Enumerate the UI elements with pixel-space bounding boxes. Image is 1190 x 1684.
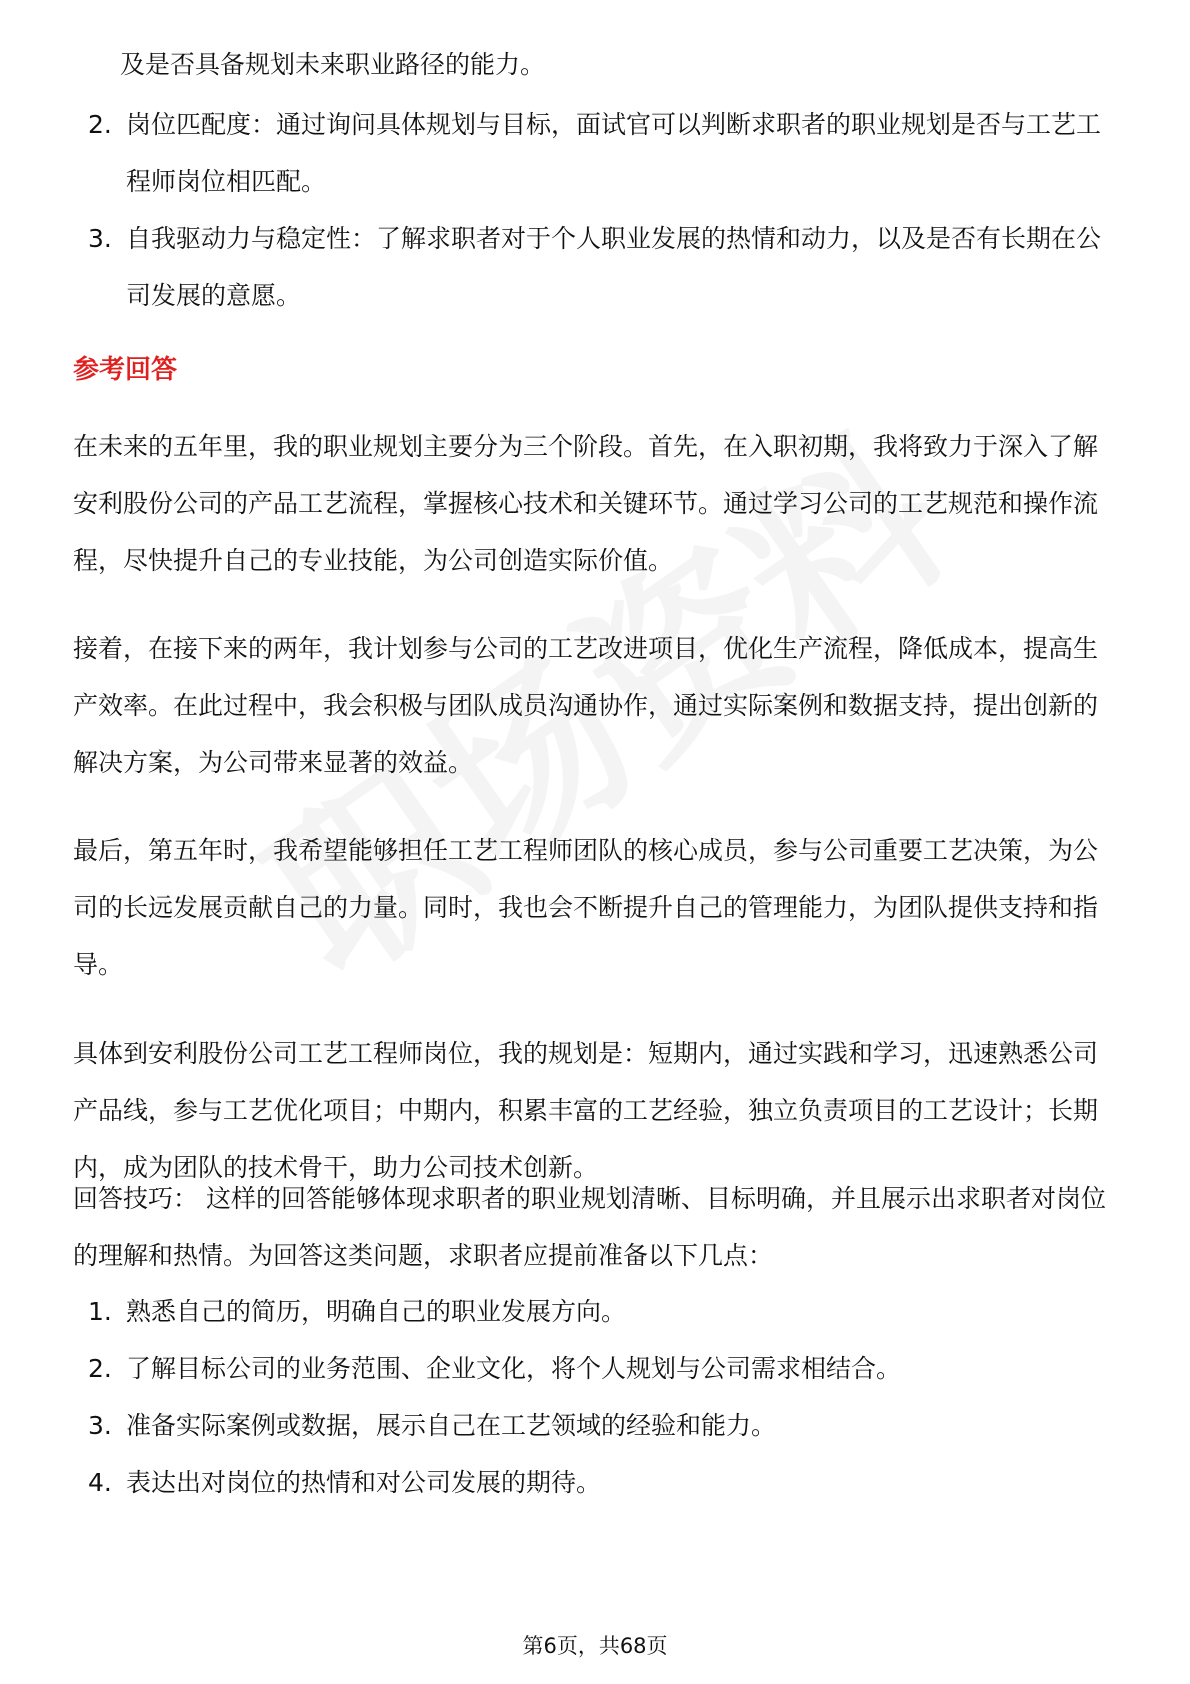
list-item-text: 准备实际案例或数据，展示自己在工艺领域的经验和能力。 xyxy=(126,1411,777,1440)
answer-tips-paragraph: 回答技巧： 这样的回答能够体现求职者的职业规划清晰、目标明确，并且展示出求职者对岗位的理解和热情。为回答这类问题，求职者应提前准备以下几点： xyxy=(73,1184,1106,1270)
preparation-list xyxy=(73,1283,1113,1511)
list-item-text: 了解目标公司的业务范围、企业文化，将个人规划与公司需求相结合。 xyxy=(126,1354,902,1383)
list-item xyxy=(73,1283,1113,1340)
continuation-text: 及是否具备规划未来职业路径的能力。 xyxy=(120,50,546,79)
list-item-number: 3. xyxy=(88,224,112,253)
list-item xyxy=(73,1340,1113,1397)
list-item-text: 自我驱动力与稳定性：了解求职者对于个人职业发展的热情和动力，以及是否有长期在公司发展的意愿。 xyxy=(126,224,1102,310)
paragraph: 最后，第五年时，我希望能够担任工艺工程师团队的核心成员，参与公司重要工艺决策，为公司的长远发展贡献自己的力量。同时，我也会不断提升自己的管理能力，为团队提供支持和指导。 xyxy=(73,836,1099,979)
list-item-number: 2. xyxy=(88,110,112,139)
paragraph: 接着，在接下来的两年，我计划参与公司的工艺改进项目，优化生产流程，降低成本，提高生产效率。在此过程中，我会积极与团队成员沟通协作，通过实际案例和数据支持，提出创新的解决方案，为公司带来显著的效益。 xyxy=(73,634,1099,777)
list-item-number: 4. xyxy=(88,1468,112,1497)
paragraph: 在未来的五年里，我的职业规划主要分为三个阶段。首先，在入职初期，我将致力于深入了解安利股份公司的产品工艺流程，掌握核心技术和关键环节。通过学习公司的工艺规范和操作流程，尽快提升自己的专业技能，为公司创造实际价值。 xyxy=(73,432,1099,575)
list-item xyxy=(73,1454,1113,1511)
evaluation-list xyxy=(73,96,1113,324)
list-item xyxy=(73,96,1113,210)
list-item xyxy=(73,1397,1113,1454)
list-item xyxy=(73,210,1113,324)
list-item-number: 1. xyxy=(88,1297,112,1326)
page-number-footer: 第6页，共68页 xyxy=(522,1634,668,1658)
list-item-text: 熟悉自己的简历，明确自己的职业发展方向。 xyxy=(126,1297,627,1326)
list-item-text: 表达出对岗位的热情和对公司发展的期待。 xyxy=(126,1468,602,1497)
list-item-number: 2. xyxy=(88,1354,112,1383)
paragraph: 具体到安利股份公司工艺工程师岗位，我的规划是：短期内，通过实践和学习，迅速熟悉公司产品线，参与工艺优化项目；中期内，积累丰富的工艺经验，独立负责项目的工艺设计；长期内，成为团队的技术骨干，助力公司技术创新。 xyxy=(73,1039,1099,1182)
list-item-number: 3. xyxy=(88,1411,112,1440)
section-heading: 参考回答 xyxy=(73,355,178,385)
list-item-text: 岗位匹配度：通过询问具体规划与目标，面试官可以判断求职者的职业规划是否与工艺工程师岗位相匹配。 xyxy=(126,110,1102,196)
